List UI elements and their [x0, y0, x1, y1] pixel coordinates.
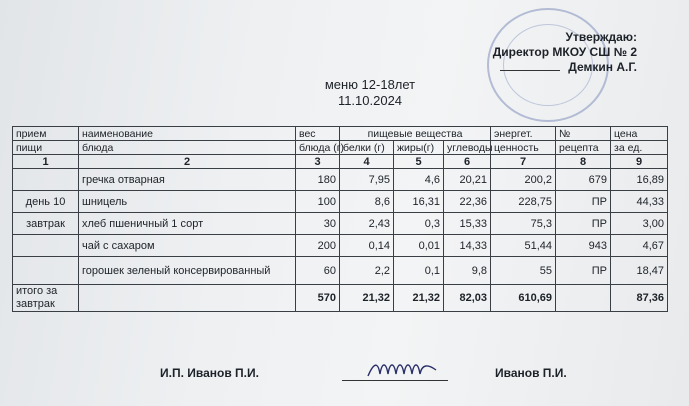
dish-price: 44,33 [611, 191, 668, 213]
approval-signature-line [500, 70, 560, 71]
dish-fat: 4,6 [394, 169, 444, 191]
column-number: 5 [394, 155, 444, 169]
meal-day-label: день 10 [13, 191, 79, 213]
dish-carbs: 9,8 [444, 257, 491, 285]
column-number: 7 [491, 155, 556, 169]
dish-carbs: 14,33 [444, 235, 491, 257]
dish-energy: 55 [491, 257, 556, 285]
header-cell: углеводы [444, 141, 491, 155]
dish-fat: 0,3 [394, 213, 444, 235]
total-row [13, 285, 668, 312]
dish-protein: 2,2 [340, 257, 394, 285]
meal-cell [13, 235, 79, 257]
handwritten-signature [366, 358, 446, 380]
signature-right: Иванов П.И. [495, 366, 567, 380]
header-cell: энергет. [491, 127, 556, 141]
header-cell: вес [296, 127, 340, 141]
approval-name: Демкин А.Г. [568, 60, 637, 74]
dish-weight: 200 [296, 235, 340, 257]
menu-table [12, 126, 668, 312]
signature-line [342, 380, 448, 381]
signature-left: И.П. Иванов П.И. [160, 366, 259, 380]
dish-protein: 2,43 [340, 213, 394, 235]
dish-fat: 16,31 [394, 191, 444, 213]
column-number: 1 [13, 155, 79, 169]
dish-weight: 60 [296, 257, 340, 285]
dish-recipe: 679 [556, 169, 611, 191]
dish-name: шницель [79, 191, 296, 213]
column-number: 9 [611, 155, 668, 169]
header-cell: белки (г) [340, 141, 394, 155]
dish-protein: 0,14 [340, 235, 394, 257]
dish-name: горошек зеленый консервированный [79, 257, 296, 285]
menu-date: 11.10.2024 [337, 93, 403, 108]
header-cell: ценность [491, 141, 556, 155]
total-recipe [556, 285, 611, 312]
approval-position: Директор МКОУ СШ № 2 [492, 45, 637, 59]
table-row [13, 235, 668, 257]
column-number: 2 [79, 155, 296, 169]
total-price: 87,36 [611, 285, 668, 312]
column-number: 8 [556, 155, 611, 169]
header-cell: рецепта [556, 141, 611, 155]
dish-recipe: 943 [556, 235, 611, 257]
dish-energy: 75,3 [491, 213, 556, 235]
column-number-row [13, 155, 668, 169]
total-carbs: 82,03 [444, 285, 491, 312]
header-cell: наименование [79, 127, 296, 141]
dish-energy: 51,44 [491, 235, 556, 257]
column-number: 4 [340, 155, 394, 169]
header-row-2 [13, 141, 668, 155]
dish-recipe: ПР [556, 257, 611, 285]
dish-weight: 30 [296, 213, 340, 235]
header-cell: за ед. [611, 141, 668, 155]
header-cell: прием [13, 127, 79, 141]
header-cell: блюда (г) [296, 141, 340, 155]
dish-carbs: 22,36 [444, 191, 491, 213]
header-cell: № [556, 127, 611, 141]
header-cell: пищевые вещества [340, 127, 491, 141]
dish-carbs: 15,33 [444, 213, 491, 235]
menu-age-group: меню 12-18лет [324, 77, 416, 92]
menu-title [300, 77, 440, 109]
total-protein: 21,32 [340, 285, 394, 312]
dish-price: 18,47 [611, 257, 668, 285]
total-weight: 570 [296, 285, 340, 312]
total-label: итого за завтрак [13, 285, 79, 312]
dish-price: 16,89 [611, 169, 668, 191]
header-cell: жиры(г) [394, 141, 444, 155]
dish-recipe: ПР [556, 213, 611, 235]
dish-price: 4,67 [611, 235, 668, 257]
total-fat: 21,32 [394, 285, 444, 312]
dish-name: гречка отварная [79, 169, 296, 191]
meal-cell [13, 169, 79, 191]
header-row-1 [13, 127, 668, 141]
dish-weight: 100 [296, 191, 340, 213]
dish-protein: 7,95 [340, 169, 394, 191]
dish-fat: 0,1 [394, 257, 444, 285]
column-number: 3 [296, 155, 340, 169]
dish-fat: 0,01 [394, 235, 444, 257]
total-empty [79, 285, 296, 312]
approval-heading: Утверждаю: [565, 30, 637, 44]
total-energy: 610,69 [491, 285, 556, 312]
dish-protein: 8,6 [340, 191, 394, 213]
approval-block [493, 30, 637, 75]
dish-recipe: ПР [556, 191, 611, 213]
column-number: 6 [444, 155, 491, 169]
header-cell: блюда [79, 141, 296, 155]
meal-type-label: завтрак [13, 213, 79, 235]
dish-energy: 200,2 [491, 169, 556, 191]
dish-carbs: 20,21 [444, 169, 491, 191]
dish-name: хлеб пшеничный 1 сорт [79, 213, 296, 235]
dish-weight: 180 [296, 169, 340, 191]
dish-name: чай с сахаром [79, 235, 296, 257]
dish-price: 3,00 [611, 213, 668, 235]
header-cell: пищи [13, 141, 79, 155]
table-row [13, 169, 668, 191]
meal-cell [13, 257, 79, 285]
table-row [13, 191, 668, 213]
dish-energy: 228,75 [491, 191, 556, 213]
header-cell: цена [611, 127, 668, 141]
table-row [13, 257, 668, 285]
table-row [13, 213, 668, 235]
